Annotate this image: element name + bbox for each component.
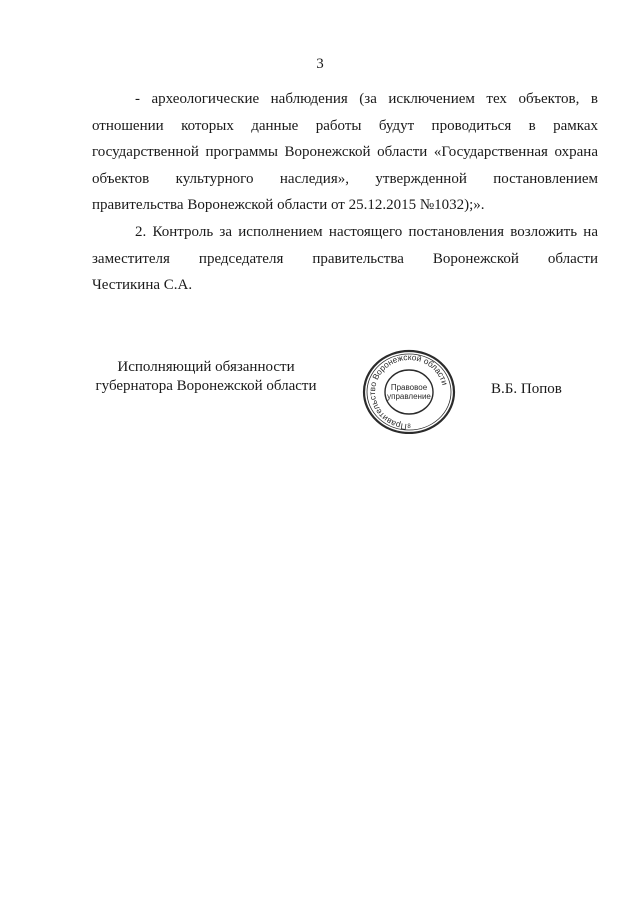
signatory-position [92, 358, 320, 396]
document-body [92, 86, 598, 299]
page-number: 3 [316, 56, 324, 72]
seal-center-line1: Правовое [390, 383, 428, 392]
text-line: объектов культурного наследия», утвержденной постановлением [92, 170, 598, 187]
signatory-position-line1: Исполняющий обязанности [117, 359, 295, 375]
signatory-name: В.Б. Попов [491, 381, 562, 397]
text-line: правительства Воронежской области от 25.12.2015 №1032);». [92, 197, 485, 214]
official-seal-stamp [359, 348, 459, 434]
paragraph-archaeological-observations [92, 86, 598, 219]
text-line: Честикина С.А. [92, 277, 193, 294]
text-line: государственной программы Воронежской области «Государственная охрана [92, 144, 598, 161]
text-line: - археологические наблюдения (за исключением тех объектов, в [135, 91, 598, 107]
signatory-position-line2: губернатора Воронежской области [95, 378, 317, 394]
text-line: 2. Контроль за исполнением настоящего постановления возложить на [135, 223, 598, 240]
seal-bottom-mark: 8 [407, 424, 411, 430]
text-line: отношении которых данные работы будут проводиться в рамках [92, 117, 598, 134]
paragraph-control-clause [92, 219, 598, 299]
seal-center-line2: управление [387, 392, 431, 401]
text-line: заместителя председателя правительства Воронежской области [92, 250, 598, 267]
seal-ring-text: Правительство Воронежской области [367, 351, 451, 432]
